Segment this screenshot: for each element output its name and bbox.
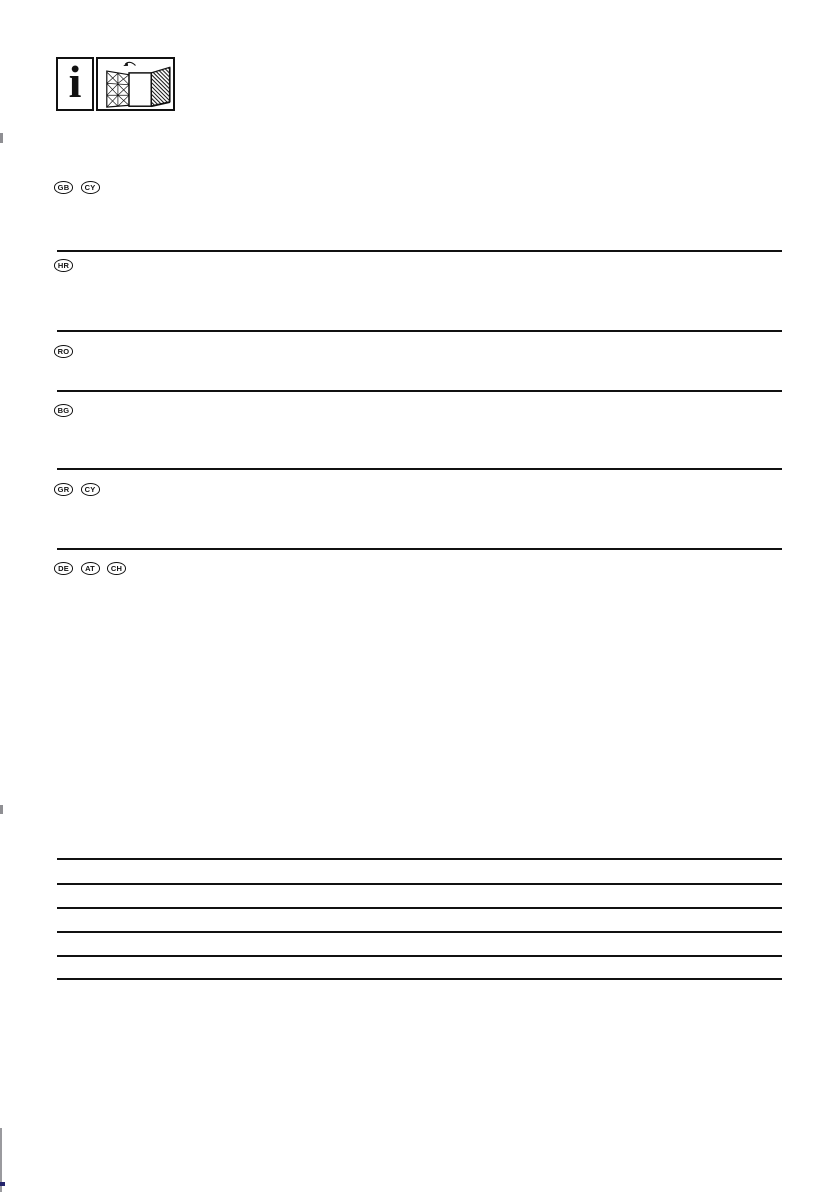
section-divider bbox=[57, 548, 782, 550]
lang-badge-cy: CY bbox=[81, 483, 100, 496]
lang-row-gr-cy bbox=[54, 483, 100, 496]
lang-row-gb-cy bbox=[54, 181, 100, 194]
corner-print-mark bbox=[0, 1182, 5, 1186]
lang-badge-cy: CY bbox=[81, 181, 100, 194]
section-divider bbox=[57, 468, 782, 470]
foldout-page-icon bbox=[96, 57, 175, 111]
lang-row-de-at-ch bbox=[54, 562, 126, 575]
lang-row-ro bbox=[54, 345, 73, 358]
section-divider bbox=[57, 390, 782, 392]
lang-badge-gb: GB bbox=[54, 181, 73, 194]
lang-badge-bg: BG bbox=[54, 404, 73, 417]
info-i-glyph: i bbox=[68, 56, 82, 107]
info-icon bbox=[56, 57, 94, 111]
notes-rule-line bbox=[57, 931, 782, 933]
registration-mark bbox=[0, 133, 3, 143]
registration-mark bbox=[0, 805, 3, 814]
notes-rule-line bbox=[57, 883, 782, 885]
notes-rule-line bbox=[57, 978, 782, 980]
notes-rule-line bbox=[57, 858, 782, 860]
lang-badge-at: AT bbox=[81, 562, 100, 575]
section-divider bbox=[57, 330, 782, 332]
foldout-illustration bbox=[98, 59, 173, 109]
notes-rule-line bbox=[57, 907, 782, 909]
lang-badge-ro: RO bbox=[54, 345, 73, 358]
section-divider bbox=[57, 250, 782, 252]
lang-row-hr bbox=[54, 259, 73, 272]
lang-badge-ch: CH bbox=[107, 562, 126, 575]
lang-badge-de: DE bbox=[54, 562, 73, 575]
notes-rule-line bbox=[57, 955, 782, 957]
lang-badge-hr: HR bbox=[54, 259, 73, 272]
lang-badge-gr: GR bbox=[54, 483, 73, 496]
lang-row-bg bbox=[54, 404, 73, 417]
